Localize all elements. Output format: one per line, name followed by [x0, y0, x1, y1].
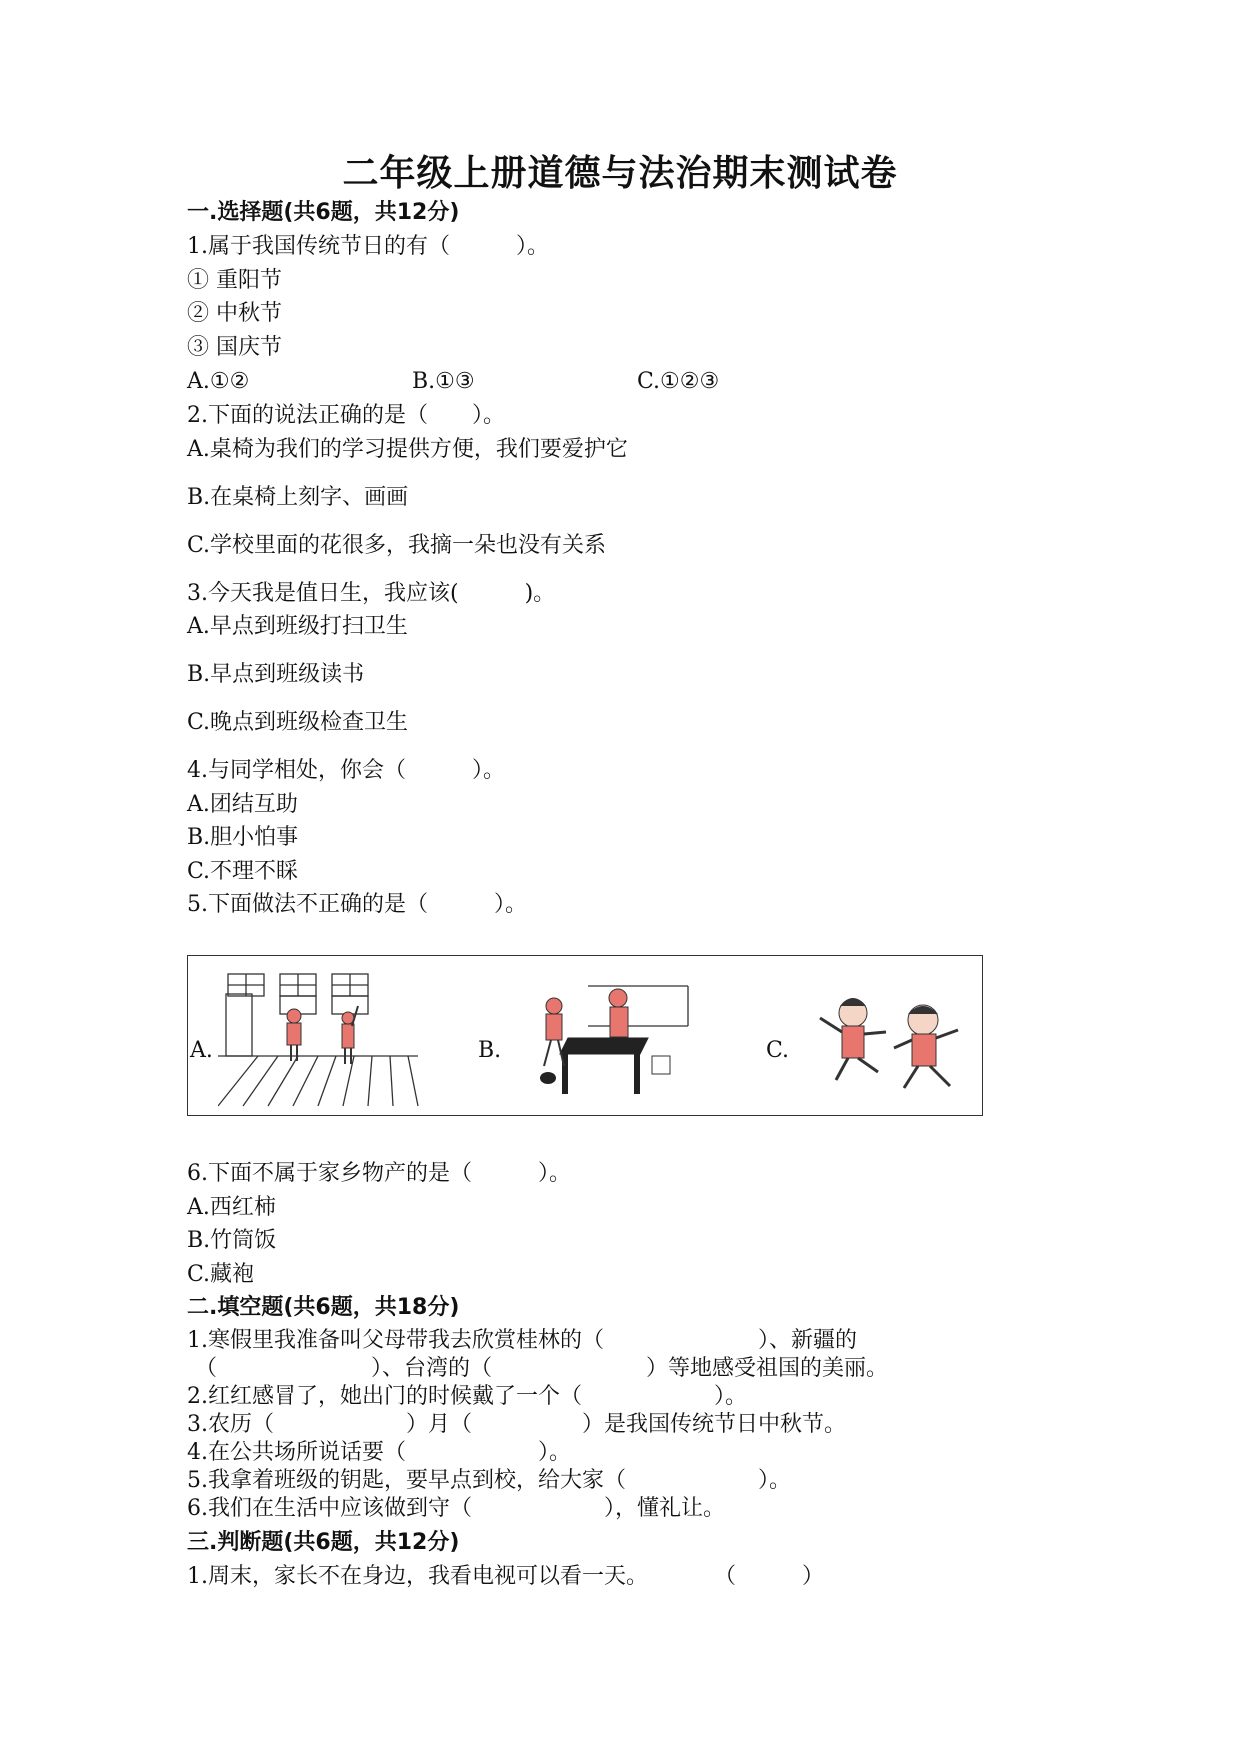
section-heading-fill-blank: 二.填空题(共6题，共18分) — [187, 1295, 460, 1320]
question-1-item: ② 中秋节 — [187, 301, 282, 326]
fill-blank-line: 3.农历（ ）月（ ）是我国传统节日中秋节。 — [187, 1412, 846, 1437]
question-3-option-c: C.晚点到班级检查卫生 — [187, 710, 409, 735]
question-6-option-c: C.藏袍 — [187, 1262, 255, 1287]
question-4-stem: 4.与同学相处，你会（ ）。 — [187, 758, 505, 783]
figure-label-c: C. — [766, 1038, 790, 1063]
question-1-option-c: C.①②③ — [637, 369, 720, 394]
question-2-option-c: C.学校里面的花很多，我摘一朵也没有关系 — [187, 533, 607, 558]
question-5-stem: 5.下面做法不正确的是（ ）。 — [187, 892, 527, 917]
children-cleaning-windows-illustration — [218, 966, 428, 1111]
question-6-option-a: A.西红柿 — [187, 1195, 276, 1220]
fill-blank-line: 2.红红感冒了，她出门的时候戴了一个（ ）。 — [187, 1384, 747, 1409]
question-3-option-a: A.早点到班级打扫卫生 — [187, 614, 408, 639]
figure-label-a: A. — [190, 1038, 213, 1063]
fill-blank-line: （ ）、台湾的（ ）等地感受祖国的美丽。 — [195, 1356, 889, 1381]
question-3-stem: 3.今天我是值日生，我应该( )。 — [187, 581, 556, 606]
question-6-option-b: B.竹筒饭 — [187, 1228, 277, 1253]
question-1-option-a: A.①② — [187, 369, 250, 394]
children-fighting-illustration — [808, 968, 978, 1108]
question-1-option-b: B.①③ — [412, 369, 475, 394]
question-2-stem: 2.下面的说法正确的是（ ）。 — [187, 403, 505, 428]
question-4-option-b: B.胆小怕事 — [187, 825, 299, 850]
question-4-option-a: A.团结互助 — [187, 792, 298, 817]
child-drawing-on-desk-illustration — [518, 966, 698, 1106]
question-1-item: ① 重阳节 — [187, 268, 282, 293]
fill-blank-line: 4.在公共场所说话要（ ）。 — [187, 1440, 571, 1465]
question-2-option-b: B.在桌椅上刻字、画画 — [187, 485, 409, 510]
question-5-figure — [187, 955, 983, 1116]
question-1-stem: 1.属于我国传统节日的有（ ）。 — [187, 234, 549, 259]
question-2-option-a: A.桌椅为我们的学习提供方便，我们要爱护它 — [187, 437, 628, 462]
question-6-stem: 6.下面不属于家乡物产的是（ ）。 — [187, 1161, 571, 1186]
figure-label-b: B. — [478, 1038, 502, 1063]
true-false-question-1: 1.周末，家长不在身边，我看电视可以看一天。 （ ） — [187, 1564, 824, 1589]
fill-blank-line: 1.寒假里我准备叫父母带我去欣赏桂林的（ ）、新疆的 — [187, 1328, 857, 1353]
fill-blank-line: 6.我们在生活中应该做到守（ ），懂礼让。 — [187, 1496, 725, 1521]
fill-blank-line: 5.我拿着班级的钥匙，要早点到校，给大家（ ）。 — [187, 1468, 791, 1493]
section-heading-true-false: 三.判断题(共6题，共12分) — [187, 1530, 460, 1555]
question-3-option-b: B.早点到班级读书 — [187, 662, 365, 687]
question-4-option-c: C.不理不睬 — [187, 859, 299, 884]
section-heading-choice: 一.选择题(共6题，共12分) — [187, 200, 460, 225]
question-1-item: ③ 国庆节 — [187, 335, 282, 360]
page-title: 二年级上册道德与法治期末测试卷 — [342, 153, 898, 194]
